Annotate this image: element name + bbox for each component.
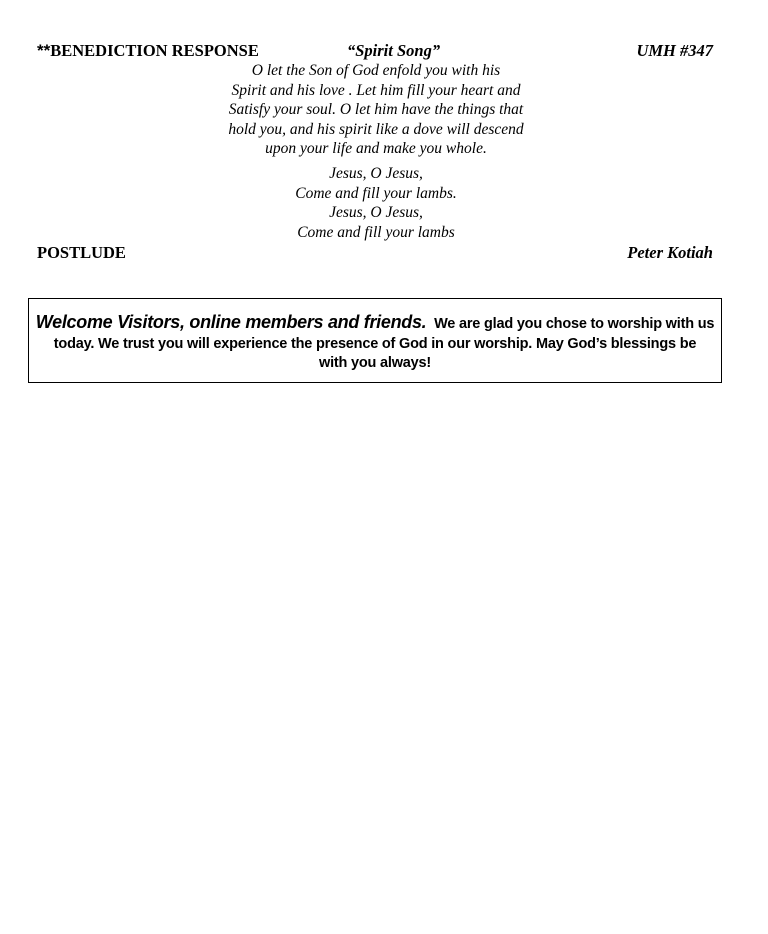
welcome-line-3: with you always! <box>318 355 432 371</box>
benediction-stars: ** <box>37 41 51 60</box>
postlude-performer: Peter Kotiah <box>627 243 713 262</box>
benediction-label <box>37 41 259 61</box>
verse-line: O let the Son of God enfold you with his <box>251 62 501 79</box>
hymn-number: UMH #347 <box>636 41 713 60</box>
verse-line: upon your life and make you whole. <box>265 140 487 158</box>
hymn-title: “Spirit Song” <box>347 41 441 60</box>
chorus-line: Come and fill your lambs <box>297 223 455 241</box>
postlude-label: POSTLUDE <box>37 243 126 262</box>
chorus-line: Jesus, O Jesus, <box>329 204 423 222</box>
hymn-verse <box>180 61 572 159</box>
verse-line: hold you, and his spirit like a dove will descend <box>228 120 524 138</box>
verse-line: Satisfy your soul. O let him have the things that <box>228 101 524 119</box>
welcome-box <box>28 298 722 383</box>
chorus-line: Come and fill your lambs. <box>295 184 457 202</box>
welcome-lead: Welcome Visitors, online members and friends. <box>35 312 427 332</box>
benediction-label-text: BENEDICTION RESPONSE <box>50 41 259 60</box>
welcome-line-2: today. We trust you will experience the presence of God in our worship. May God’s blessings be <box>53 336 697 352</box>
verse-line: Spirit and his love . Let him fill your heart and <box>231 81 521 99</box>
hymn-chorus <box>180 164 572 242</box>
chorus-line: Jesus, O Jesus, <box>329 165 423 182</box>
welcome-line-1-rest: We are glad you chose to worship with us <box>434 316 715 332</box>
welcome-line-1 <box>29 312 721 334</box>
